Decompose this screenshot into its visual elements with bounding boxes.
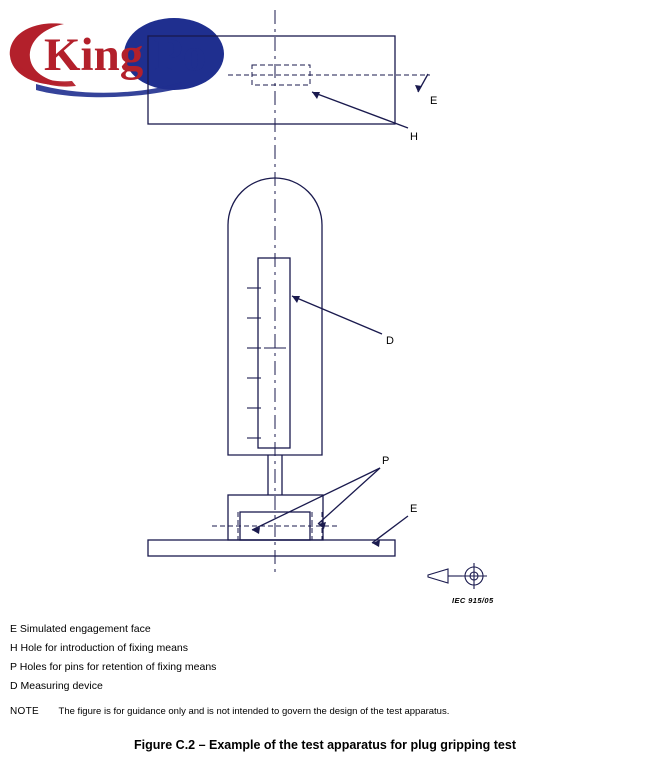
leader-h — [312, 92, 408, 128]
leader-p-2 — [318, 468, 380, 524]
note-text: The figure is for guidance only and is not intended to govern the design of the test apparatus. — [58, 706, 450, 717]
top-block — [148, 36, 395, 124]
leader-d — [292, 296, 382, 334]
iec-code-label: IEC 915/05 — [452, 596, 494, 605]
note-block — [10, 706, 449, 717]
legend-item-h: H Hole for introduction of fixing means — [10, 642, 189, 654]
legend-list — [10, 620, 610, 696]
arrowhead-h — [312, 92, 320, 99]
arrowhead-e-bottom — [372, 540, 380, 547]
callout-e-bottom: E — [410, 503, 418, 515]
callout-d: D — [386, 335, 394, 347]
logo-text-king: King — [44, 29, 144, 81]
callout-p: P — [382, 455, 390, 467]
measuring-device-D — [258, 258, 290, 448]
legend-item-e: E Simulated engagement face — [10, 623, 151, 635]
callout-h: H — [410, 131, 418, 143]
leader-p-1 — [252, 468, 380, 530]
note-label: NOTE — [10, 706, 39, 717]
logo-text-po: Po — [154, 29, 207, 81]
callout-e-top: E — [430, 95, 438, 107]
legend-item-p: P Holes for pins for retention of fixing means — [10, 661, 217, 673]
bottom-plate — [148, 540, 395, 556]
legend-item-d: D Measuring device — [10, 680, 103, 692]
arrowhead-e-top — [415, 85, 422, 92]
figure-caption: Figure C.2 – Example of the test apparatus for plug gripping test — [134, 738, 516, 752]
projection-symbol — [428, 563, 487, 589]
leader-e-bottom — [372, 516, 408, 543]
